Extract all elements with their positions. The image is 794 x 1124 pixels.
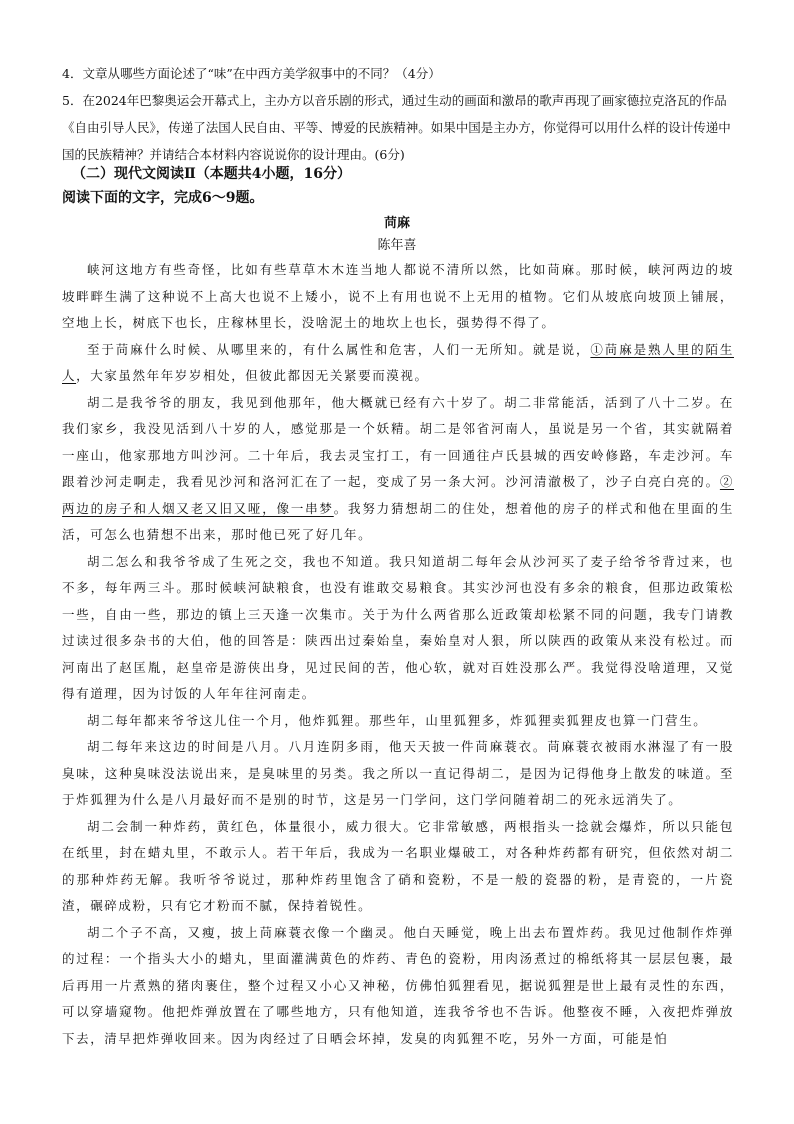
reading-instruction: 阅读下面的文字，完成6～9题。: [62, 190, 264, 206]
paragraph-2-text-a: 至于苘麻什么时候、从哪里来的，有什么属性和危害，人们一无所知。就是说，: [87, 341, 591, 357]
paragraph-5: 胡二每年都来爷爷这儿住一个月，他炸狐狸。那些年，山里狐狸多，炸狐狸卖狐狸皮也算一门营生。: [87, 712, 708, 728]
paragraph-2: [62, 337, 734, 390]
paragraph-4: 胡二怎么和我爷爷成了生死之交，我也不知道。我只知道胡二每年会从沙河买了麦子给爷爷背过来，也不多，每年两三斗。那时候峡河缺粮食，也没有谁敢交易粮食。其实沙河也没有多余的粮食，但那边政策松一些，自由一些，那边的镇上三天逢一次集市。关于为什么两省那么近政策却松紧不同的问题，我专门请教过读过很多杂书的大伯，他的回答是：陕西出过秦始皇，秦始皇对人狠，所以陕西的政策从来没有松过。而河南出了赵匡胤，赵皇帝是游侠出身，见过民间的苦，他心软，就对百姓没那么严。我觉得没啥道理，又觉得有道理，因为讨饭的人年年往河南走。: [62, 553, 734, 701]
underlined-sentence-1: ①苘麻是熟人里的陌生人: [62, 341, 734, 383]
section-heading: （二）现代文阅读Ⅱ（本题共4小题，16分）: [72, 166, 352, 182]
paragraph-3-text-b: 。我努力猜想胡二的住处，想着他的房子的样式和他在里面的生活，可怎么也猜想不出来，那时他已死了好几年。: [62, 500, 734, 542]
paragraph-3: [62, 390, 734, 549]
paragraph-8: 胡二个子不高，又瘦，披上苘麻蓑衣像一个幽灵。他白天睡觉，晚上出去布置炸药。我见过他制作炸弹的过程：一个指头大小的蜡丸，里面灌满黄色的炸药、青色的瓷粉，用肉汤煮过的棉纸将其一层层包裹，最后再用一片煮熟的猪肉裹住，整个过程又小心又神秘，仿佛怕狐狸看见，据说狐狸是世上最有灵性的东西，可以穿墙窥物。他把炸弹放置在了哪些地方，只有他知道，连我爷爷也不告诉。他整夜不睡，入夜把炸弹放下去，清早把炸弹收回来。因为肉经过了日晒会坏掉，发臭的肉狐狸不吃，另外一方面，可能是怕: [62, 924, 734, 1046]
paragraph-3-text-a: 胡二是我爷爷的朋友，我见到他那年，他大概就已经有六十岁了。胡二非常能活，活到了八十二岁。在我们家乡，我没见活到八十岁的人，感觉那是一个妖精。胡二是邻省河南人，虽说是另一个省，其实就隔着一座山，他家那地方叫沙河。二十年后，我去灵宝打工，有一回通往卢氏县城的西安岭修路，车走沙河。车跟着沙河走啊走，我看见沙河和洛河汇在了一起，变成了另一条大河。沙河清澈极了，沙子白亮白亮的。: [62, 394, 734, 489]
paragraph-6: 胡二每年来这边的时间是八月。八月连阴多雨，他天天披一件苘麻蓑衣。苘麻蓑衣被雨水淋湿了有一股臭味，这种臭味没法说出来，是臭味里的另类。我之所以一直记得胡二，是因为记得他身上散发的味道。至于炸狐狸为什么是八月最好而不是别的时节，这是另一门学问，这门学问随着胡二的死永远消失了。: [62, 739, 734, 807]
paragraph-7: 胡二会制一种炸药，黄红色，体量很小，威力很大。它非常敏感，两根指头一捻就会爆炸，所以只能包在纸里，封在蜡丸里，不敢示人。若干年后，我成为一名职业爆破工，对各种炸药都有研究，但依然对胡二的那种炸药无解。我听爷爷说过，那种炸药里饱含了硝和瓷粉，不是一般的瓷器的粉，是青瓷的，一片瓷渣，碾碎成粉，只有它才粉而不腻，保持着锐性。: [62, 818, 734, 913]
question-4: 4．文章从哪些方面论述了“味”在中西方美学叙事中的不同？（4分）: [62, 66, 441, 81]
paragraph-2-text-b: ，大家虽然年年岁岁相处，但彼此都因无关紧要而漠视。: [76, 368, 429, 383]
article-title: 苘麻: [383, 216, 410, 231]
article-author: 陈年喜: [377, 238, 417, 253]
question-5: 5．在2024年巴黎奥运会开幕式上，主办方以音乐剧的形式，通过生动的画面和激昂的歌声再现了画家德拉克洛瓦的作品《自由引导人民》，传递了法国人民自由、平等、博爱的民族精神。如果中国是主办方，你觉得可以用什么样的设计传递中国的民族精神？并请结合本材料内容说说你的设计理由。(6分): [62, 93, 731, 162]
article-body: [62, 257, 734, 1052]
underlined-sentence-2: ②两边的房子和人烟又老又旧又哑，像一串梦: [62, 474, 734, 516]
paragraph-1: 峡河这地方有些奇怪，比如有些草草木木连当地人都说不清所以然，比如苘麻。那时候，峡河两边的坡坡畔畔生满了这种说不上高大也说不上矮小，说不上有用也说不上无用的植物。它们从坡底向坡顶上铺展，空地上长，树底下也长，庄稼林里长，没啥泥土的地坎上也长，强势得不得了。: [62, 262, 734, 330]
